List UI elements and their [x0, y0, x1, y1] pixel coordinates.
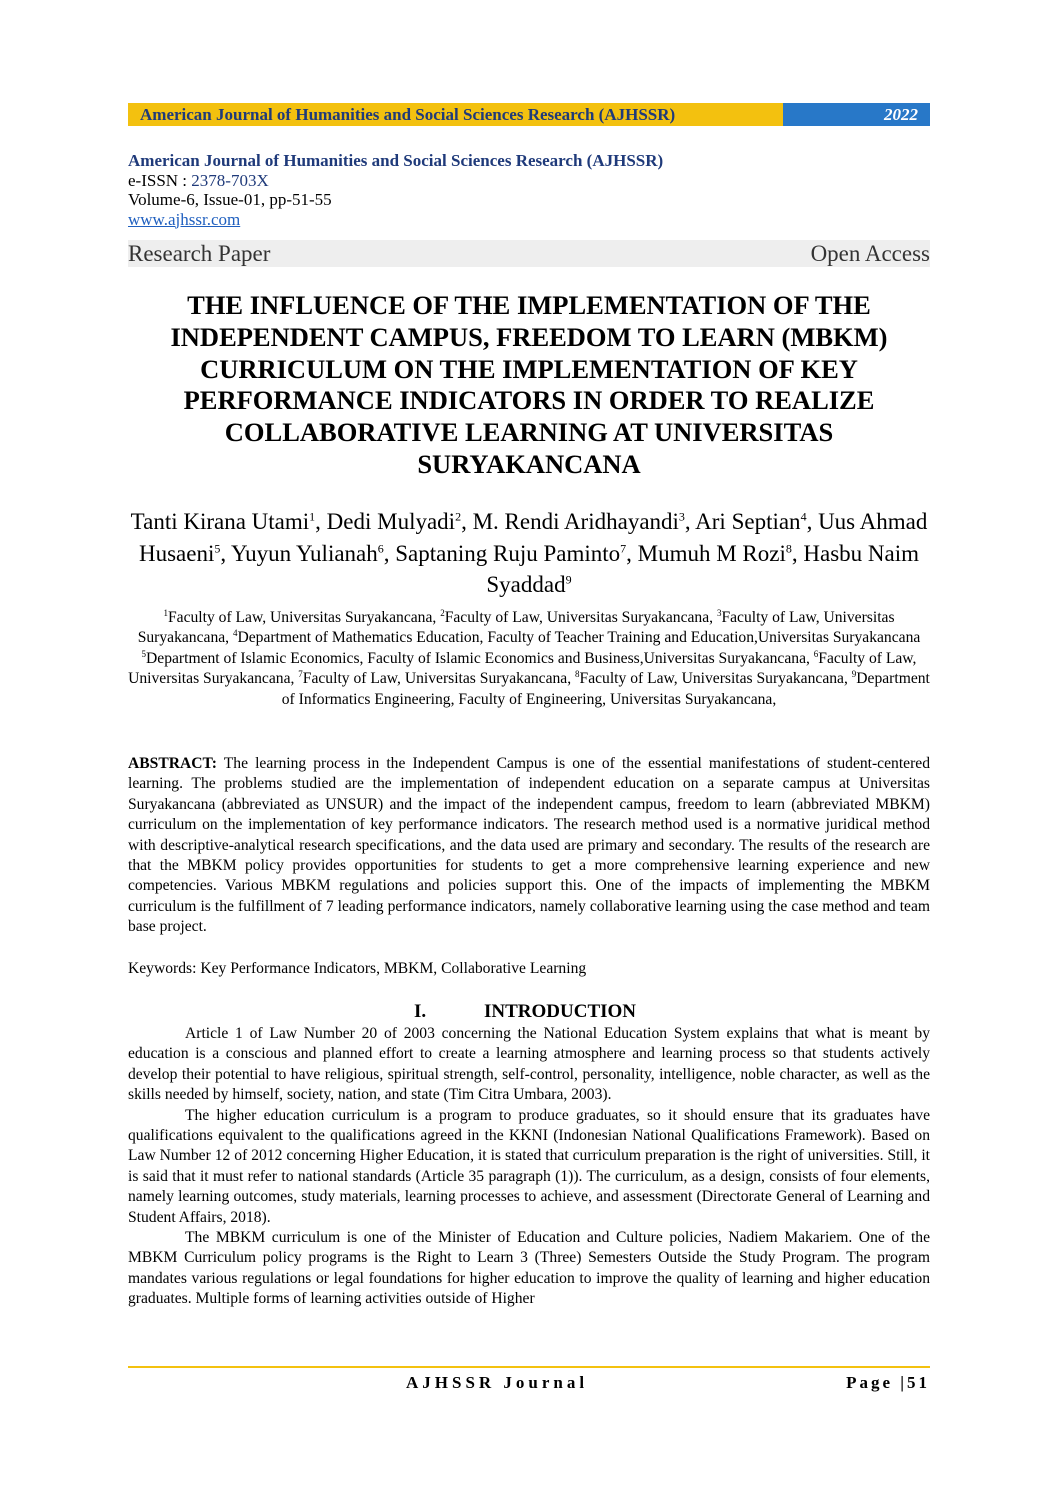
affiliation-text: Faculty of Law, Universitas Suryakancana,	[302, 670, 576, 688]
journal-name: American Journal of Humanities and Social Sciences Research (AJHSSR)	[128, 151, 664, 170]
affiliation-number: 9	[851, 669, 857, 680]
journal-info	[128, 151, 663, 229]
introduction-body	[128, 1024, 930, 1310]
issn-label: e-ISSN :	[128, 170, 192, 190]
access-type-label: Open Access	[810, 241, 930, 266]
header-journal-name: American Journal of Humanities and Social Sciences Research (AJHSSR)	[128, 103, 783, 126]
author	[395, 541, 626, 566]
paragraph: The MBKM curriculum is one of the Minister of Education and Culture policies, Nadiem Makariem. One of the MBKM Curriculum policy programs is the Right to Learn 3 (Three) Semesters Outside the Study Program. The program mandates various regulations or legal foundations for higher education to improve the quality of learning and higher education graduates. Multiple forms of learning activities outside of Higher	[128, 1229, 930, 1308]
author-affiliation-number: 6	[377, 540, 384, 555]
author-affiliation-number: 4	[800, 509, 807, 524]
affiliation-number: 6	[813, 648, 819, 659]
issn-line	[128, 171, 663, 191]
section-title: INTRODUCTION	[484, 1001, 637, 1022]
affiliation-text: Faculty of Law, Universitas Suryakancana,	[444, 609, 717, 626]
affiliation	[440, 609, 717, 626]
volume-line: Volume-6, Issue-01, pp-51-55	[128, 190, 332, 209]
paper-title: THE INFLUENCE OF THE IMPLEMENTATION OF THE INDEPENDENT CAMPUS, FREEDOM TO LEARN (MBKM) CURRICULUM ON THE IMPLEMENTATION OF KEY PERFORMANCE INDICATORS IN ORDER TO REALIZE COLLABORATIVE LEARNING AT UNIVERSITAS SURYAKANCANA	[170, 290, 888, 479]
abstract-label: ABSTRACT:	[128, 755, 217, 772]
issn-value: 2378-703X	[191, 170, 269, 190]
affiliation-number: 5	[141, 648, 147, 659]
abstract-text: The learning process in the Independent Campus is one of the essential manifestations of student-centered learning. The problems studied are the implementation of independent education on a separate campus at Universitas Suryakancana (abbreviated as UNSUR) and the impact of the independent campus, freedom to learn (abbreviated MBKM) curriculum on the implementation of key performance indicators. The research method used is a normative juridical method with descriptive-analytical research specifications, and the data used are primary and secondary. The results of the research are that the MBKM policy provides opportunities for students to get a more comprehensive learning experience and new competencies. Various MBKM regulations and policies support this. One of the impacts of implementing the MBKM curriculum is the fulfillment of 7 leading performance indicators, namely collaborative learning using the case method and team base project.	[128, 755, 930, 936]
header-year: 2022	[783, 103, 930, 126]
footer-divider	[128, 1366, 930, 1368]
affiliation-number: 8	[575, 669, 580, 680]
journal-website-link[interactable]: www.ajhssr.com	[128, 209, 241, 229]
author-name: Saptaning Ruju Paminto	[395, 540, 621, 566]
affiliation-text: Department of Islamic Economics, Faculty of Islamic Economics and Business,Universitas Suryakancana,	[146, 649, 814, 667]
author-name: Ari Septian	[695, 509, 801, 534]
author	[473, 509, 685, 534]
affiliation	[233, 629, 920, 646]
affiliation	[163, 609, 440, 626]
abstract	[128, 754, 930, 938]
affiliation-number: 3	[716, 607, 722, 618]
author-affiliation-number: 1	[309, 509, 316, 524]
author	[231, 541, 384, 566]
author-name: Yuyun Yulianah	[231, 540, 378, 566]
affiliation-text: Department of Informatics Engineering, Faculty of Engineering, Universitas Suryakancana,	[281, 670, 930, 708]
affiliation-text: Faculty of Law, Universitas Suryakancana,	[167, 609, 441, 626]
author-name: Uus Ahmad Husaeni	[139, 509, 928, 566]
affiliation-number: 2	[440, 607, 445, 618]
affiliation-number: 1	[163, 607, 168, 618]
author-affiliation-number: 8	[785, 540, 792, 555]
author-affiliation-number: 2	[455, 509, 462, 524]
author-name: Hasbu Naim Syaddad	[486, 540, 919, 597]
footer-page-sep: |	[900, 1373, 907, 1392]
affiliation-number: 4	[232, 628, 238, 639]
author-affiliation-number: 5	[214, 540, 221, 555]
paper-type-row	[128, 240, 930, 267]
author-name: Tanti Kirana Utami	[130, 509, 310, 534]
affiliation-text: Faculty of Law, Universitas Suryakancana,	[579, 670, 852, 688]
footer-page	[846, 1373, 930, 1393]
author-name: Mumuh M Rozi	[637, 540, 786, 566]
footer-page-label: Page	[846, 1373, 893, 1392]
affiliation	[142, 650, 814, 667]
paragraph: Article 1 of Law Number 20 of 2003 concerning the National Education System explains that what is meant by education is a conscious and planned effort to create a learning atmosphere and learning process so that students actively develop their potential to have religious, spiritual strength, self-control, personality, intelligence, noble character, as well as the skills needed by himself, society, nation, and state (Tim Citra Umbara, 2003).	[128, 1025, 930, 1104]
affiliation-text: Faculty of Law, Universitas Suryakancana,	[128, 649, 917, 688]
affiliation-text: Department of Mathematics Education, Faculty of Teacher Training and Education,Universitas Suryakancana	[237, 629, 921, 647]
affiliation-text: Faculty of Law, Universitas Suryakancana,	[137, 609, 895, 647]
affiliation-number: 7	[298, 669, 303, 680]
section-number: I.	[414, 1001, 427, 1022]
author-affiliation-number: 3	[678, 509, 685, 524]
footer-journal: AJHSSR Journal	[406, 1373, 589, 1392]
paper-type-label: Research Paper	[128, 241, 271, 266]
author-list: Tanti Kirana Utami$^1$, Dedi Mulyadi$^2$, M. Rendi Aridhayandi$^3$, Ari Septian$^4$, Uus Ahmad Husaeni$^5$, Yuyun Yulianah$^6$, Saptaning Ruju Paminto$^7$, Mumuh M Rozi$^8$, Hasbu Naim Syaddad$^9$	[130, 509, 928, 597]
author-affiliation-number: 9	[565, 572, 572, 587]
page-number: 51	[907, 1373, 930, 1392]
author	[131, 509, 316, 534]
affiliation-list	[128, 608, 930, 710]
affiliation	[298, 670, 575, 687]
keywords: Keywords: Key Performance Indicators, MBKM, Collaborative Learning	[128, 960, 587, 977]
page-footer	[128, 1373, 930, 1395]
affiliation	[575, 670, 852, 687]
author-name: M. Rendi Aridhayandi	[472, 509, 679, 534]
author-affiliation-number: 7	[620, 540, 627, 555]
author	[638, 541, 792, 566]
author	[695, 509, 806, 534]
author-name: Dedi Mulyadi	[326, 509, 456, 534]
author	[327, 509, 461, 534]
paragraph: The higher education curriculum is a program to produce graduates, so it should ensure that its graduates have qualifications equivalent to the qualifications agreed in the KKNI (Indonesian National Qualifications Framework). Based on Law Number 12 of 2012 concerning Higher Education, it is stated that curriculum preparation is the right of universities. Still, it is said that it must refer to national standards (Article 35 paragraph (1)). The curriculum, as a design, consists of four elements, namely learning outcomes, study materials, learning processes to achieve, and assessment (Directorate General of Learning and Student Affairs, 2018).	[128, 1106, 930, 1226]
journal-header-band	[128, 103, 930, 126]
